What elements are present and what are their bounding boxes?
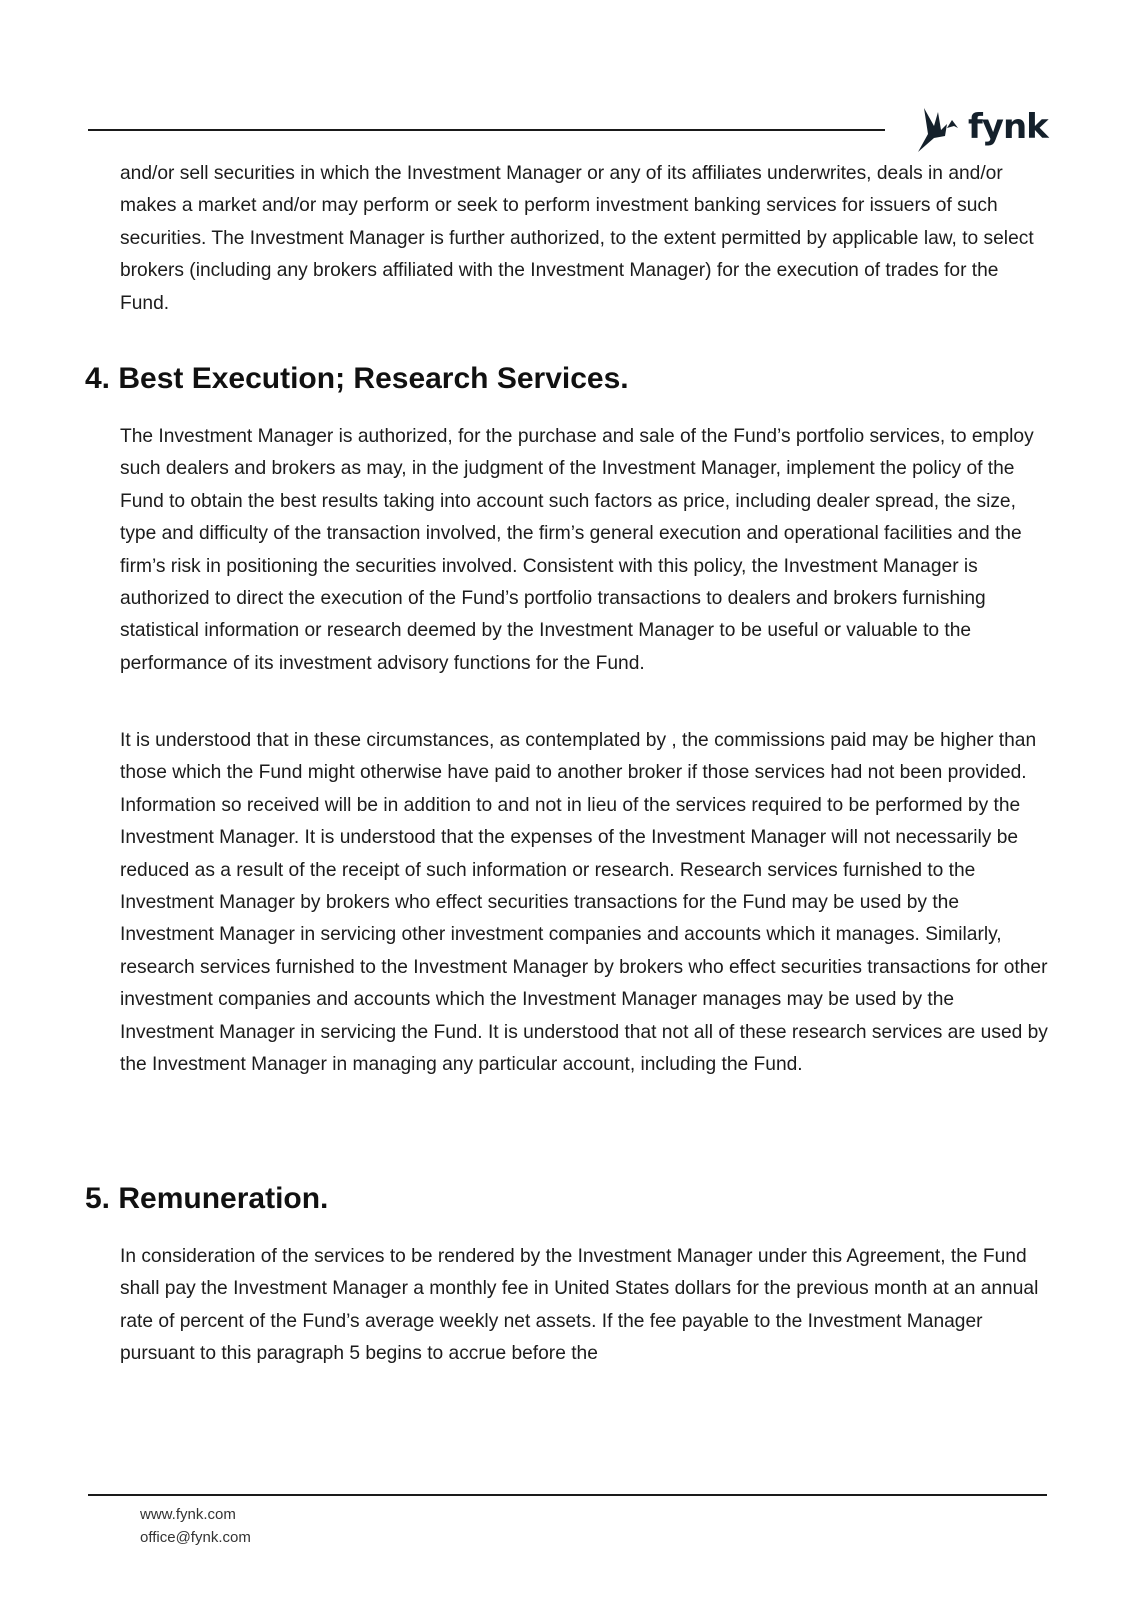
section-heading-best-execution: 4. Best Execution; Research Services. bbox=[85, 362, 629, 395]
footer-website-link[interactable]: www.fynk.com bbox=[140, 1506, 236, 1523]
section-heading-remuneration: 5. Remuneration. bbox=[85, 1182, 329, 1215]
brand-logo bbox=[914, 104, 1048, 154]
intro-paragraph: and/or sell securities in which the Investment Manager or any of its affiliates underwrites, deals in and/or makes a market and/or may perform or seek to perform investment banking services for issuers of such securities. The Investment Manager is further authorized, to the extent permitted by applicable law, to select brokers (including any brokers affiliated with the Investment Manager) for the execution of trades for the Fund. bbox=[120, 163, 1034, 314]
brand-name: fynk bbox=[968, 107, 1048, 147]
remuneration-paragraph-1: In consideration of the services to be rendered by the Investment Manager under this Agreement, the Fund shall pay the Investment Manager a monthly fee in United States dollars for the previous month at an annual rate of percent of the Fund’s average weekly net assets. If the fee payable to the Investment Manager pursuant to this paragraph 5 begins to accrue before the bbox=[120, 1246, 1039, 1365]
bird-icon bbox=[914, 104, 966, 154]
footer-email-link[interactable]: office@fynk.com bbox=[140, 1529, 251, 1546]
footer-divider bbox=[88, 1494, 1047, 1496]
header-divider bbox=[88, 129, 885, 131]
best-execution-paragraph-2: It is understood that in these circumstances, as contemplated by , the commissions paid may be higher than those which the Fund might otherwise have paid to another broker if those services had not been provided. Information so received will be in addition to and not in lieu of the services required to be performed by the Investment Manager. It is understood that the expenses of the Investment Manager will not necessarily be reduced as a result of the receipt of such information or research. Research services furnished to the Investment Manager by brokers who effect securities transactions for the Fund may be used by the Investment Manager in servicing other investment companies and accounts which it manages. Similarly, research services furnished to the Investment Manager by brokers who effect securities transactions for other investment companies and accounts which the Investment Manager manages may be used by the Investment Manager in servicing the Fund. It is understood that not all of these research services are used by the Investment Manager in managing any particular account, including the Fund. bbox=[120, 730, 1048, 1076]
best-execution-paragraph-1: The Investment Manager is authorized, for the purchase and sale of the Fund’s portfolio services, to employ such dealers and brokers as may, in the judgment of the Investment Manager, implement the policy of the Fund to obtain the best results taking into account such factors as price, including dealer spread, the size, type and difficulty of the transaction involved, the firm’s general execution and operational facilities and the firm’s risk in positioning the securities involved. Consistent with this policy, the Investment Manager is authorized to direct the execution of the Fund’s portfolio transactions to dealers and brokers furnishing statistical information or research deemed by the Investment Manager to be useful or valuable to the performance of its investment advisory functions for the Fund. bbox=[120, 426, 1034, 674]
